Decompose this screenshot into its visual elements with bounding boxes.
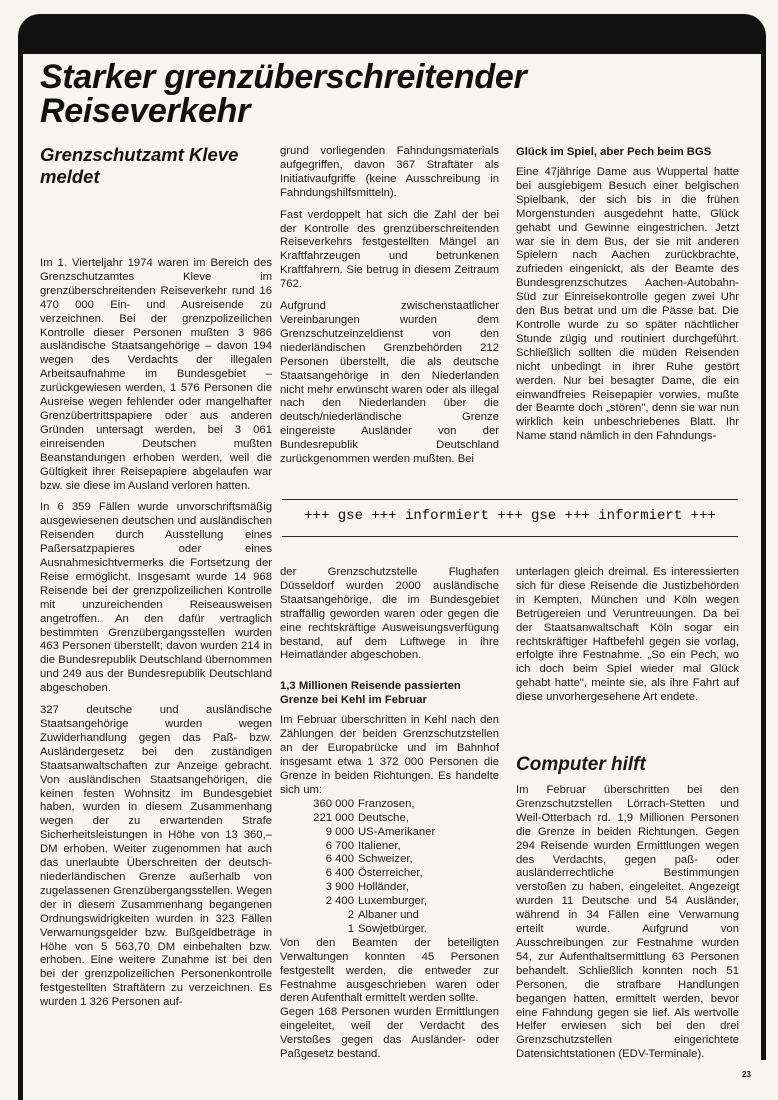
list-item: 6 400 Schweizer, [325, 853, 413, 866]
paragraph: grund vorliegenden Fahndungsmaterials aufgegriffen, davon 367 Straftäter als Initiativaufgriffe (keine Ausschreibung in Fahndungshilfsmitteln). [280, 145, 499, 199]
paragraph: Im Februar überschritten in Kehl nach den Zählungen der beiden Grenzschutzstellen an der Europabrücke und im Bahnhof insgesamt etwa 1 372 000 Personen die Grenze in beiden Richtungen. Es handelte sich um: [280, 714, 499, 796]
paragraph: Im Februar überschritten bei den Grenzschutzstellen Lörrach-Stetten und Weil-Otterbach rd. 1,9 Millionen Personen die Grenze in beiden Richtungen. Gegen 294 Reisende wurden Ermittlungen wegen des Verdachts, gegen paß- oder ausländerrechtliche Bestimmungen verstoßen zu haben, eingeleitet. Angezeigt wurden 11 Deutsche und 54 Ausländer, während in 34 Fällen eine Verwarnung erteilt wurde. Aufgrund von Ausschreibungen zur Festnahme wurden 54, zur Aufenthaltsermittlung 63 Personen behandelt. Schließlich konnten noch 51 Personen, die strafbare Handlungen begangen hatten, ermittelt werden, bevor eine Fahndung gegen sie lief. Als wertvolle Helfer erwiesen sich bei den drei Grenzschutzstellen eingerichtete Datensichtstationen (EDV-Terminale). [516, 784, 739, 1061]
column-3 [516, 145, 739, 444]
paragraph: 327 deutsche und ausländische Staatsangehörige wurden wegen Zuwiderhandlung gegen das Paß- bzw. Ausländergesetz bei den zuständigen Staatsanwaltschaften zur Anzeige gebracht. Von ausländischen Staatsangehörigen, die keinen festen Wohnsitz im Bundesgebiet haben, wurden in diesem Zusammenhang wegen der zu erwartenden Strafe Sicherheitsleistungen in Höhe von 13 360,– DM erhoben. Weiter zugenommen hat auch das unerlaubte Überschreiten der deutsch-niederländischen Grenze außerhalb von zugelassenen Grenzübergangsstellen. Wegen der in diesem Zusammenhang begangenen Ordnungswidrigkeiten wurden in 323 Fällen Verwarnungsgelder bzw. Bußgeldbeträge in Höhe von 5 563,70 DM einbehalten bzw. erhoben. Eine weitere Zunahme ist bei den bei der grenzpolizeilichen Personenkontrolle festgestellten Straftätern zu verzeichnen. Es wurden 1 326 Personen auf- [40, 704, 272, 1009]
page-number: 23 [742, 1070, 751, 1079]
paragraph: Im 1. Vierteljahr 1974 waren im Bereich des Grenzschutzamtes Kleve im grenzüberschreitenden Reiseverkehr rund 16 470 000 Ein- und Ausreisende zu verzeichnen. Bei der grenzpolizeilichen Kontrolle dieser Personen mußten 3 986 ausländische Staatsangehörige – davon 194 wegen des Verdachts der illegalen Arbeitsaufnahme im Bundesgebiet – zurückgewiesen werden, 1 576 Personen die Ausreise wegen fehlender oder mangelhafter Grenzübertrittspapiere oder aus anderen Gründen untersagt werden, bei 3 061 einreisenden Deutschen mußten Beanstandungen erhoben werden, weil die Gültigkeit ihrer Reisepapiere abgelaufen war bzw. sie diese im Ausland verloren hatten. [40, 257, 272, 492]
article-subtitle: Grenzschutzamt Kleve meldet [40, 144, 239, 187]
column-2 [280, 145, 499, 467]
list-item: 6 400 Österreicher, [325, 867, 423, 880]
list-item: 2 400 Luxemburger, [325, 895, 428, 908]
article-title: Starker grenzüberschreitender Reiseverkehr [40, 58, 527, 130]
section-heading: Computer hilft [516, 754, 646, 775]
left-border-rule [18, 40, 23, 1100]
list-item: 2 Albaner und [347, 909, 419, 922]
banner-rule-top [282, 499, 738, 500]
list-item: 1 Sowjetbürger. [347, 922, 428, 935]
section-heading: Glück im Spiel, aber Pech beim BGS [516, 146, 712, 158]
list-item: 221 000 Deutsche, [313, 811, 409, 824]
right-border-rule [761, 40, 766, 1060]
paragraph: Aufgrund zwischenstaatlicher Vereinbarungen wurden dem Grenzschutzeinzeldienst von den niederländischen Grenzbehörden 212 Personen überstellt, die als deutsche Staatsangehörige in den Niederlanden nicht mehr erwünscht waren oder als illegal nach den Niederlanden über die deutsch/niederländische Grenze eingereiste Ausländer von der Bundesrepublik Deutschland zurückgenommen werden mußten. Bei [280, 300, 499, 466]
paragraph: unterlagen gleich dreimal. Es interessierten sich für diese Reisende die Justizbehörden in Kempten, München und Köln wegen Betrügereien und Veruntreuungen. Da bei der Staatsanwaltschaft Köln sogar ein rechtskräftiger Haftbefehl gegen sie vorlag, erfolgte ihre Festnahme. „So ein Pech, wo ich doch beim Spiel wieder mal Glück gehabt hatte", meinte sie, als ihre Fahrt auf diese unvorhergesehene Art endete. [516, 566, 739, 704]
paragraph: Gegen 168 Personen wurden Ermittlungen eingeleitet, weil der Verdacht des Verstoßes gegen das Ausländer- oder Paßgesetz bestand. [280, 1006, 499, 1061]
list-item: 9 000 US-Amerikaner [325, 825, 436, 838]
list-item: 360 000 Franzosen, [313, 797, 415, 810]
section-heading: 1,3 Millionen Reisende passierten Grenze bei Kehl im Februar [280, 680, 461, 707]
list-item: 3 900 Holländer, [325, 881, 409, 894]
paragraph: Fast verdoppelt hat sich die Zahl der bei der Kontrolle des grenzüberschreitenden Reiseverkehrs festgestellten Mängel an Kraftfahrzeugen und betrunkenen Kraftfahrern. Sie betrug in diesem Zeitraum 762. [280, 208, 499, 291]
column-3-lower [516, 566, 739, 705]
info-banner: +++ gse +++ informiert +++ gse +++ informiert +++ [304, 508, 716, 524]
paragraph: Von den Beamten der beteiligten Verwaltungen konnten 45 Personen festgestellt werden, die entweder zur Festnahme ausgeschrieben waren oder deren Aufenthalt ermittelt werden sollte. [280, 936, 499, 1005]
header-bar [18, 14, 766, 54]
column-1 [40, 257, 272, 1010]
column-2-lower [280, 566, 499, 1062]
nationality-list [280, 798, 499, 937]
paragraph: Eine 47jährige Dame aus Wuppertal hatte bei ausgiebigem Besuch einer belgischen Spielbank, der sich bis in die frühen Morgenstunden ausgedehnt hatte, Glück gehabt und Gewinne eingestrichen. Jetzt war sie in dem Bus, der sie mit anderen Spielern nach Aachen zurückbrachte, zufrieden eingenickt, als der Beamte des Bundesgrenzschutzes Aachen-Autobahn-Süd zur Einreisekontrolle gegen zwei Uhr den Bus betrat und um die Pässe bat. Die Kontrolle wurde zu so später nächtlicher Stunde zügig und routiniert durchgeführt. Schließlich sollten die müden Reisenden nicht unbedingt in ihrer Ruhe gestört werden. Nur bei besagter Dame, die ein einwandfreies Reisepapier vorwies, mußte der Beamte doch „stören", denn sie war nun wirklich kein unbeschriebenes Blatt. Ihr Name stand nämlich in den Fahndungs- [516, 166, 739, 443]
list-item: 6 700 Italiener, [325, 839, 401, 852]
banner-rule-bottom [282, 536, 738, 537]
column-3-computer-section [516, 754, 739, 1062]
paragraph: der Grenzschutzstelle Flughafen Düsseldorf wurden 2000 ausländische Staatsangehörige, die im Bundesgebiet straffällig geworden waren oder gegen die eine rechtskräftige Ausweisungsverfügung bestand, auf dem Luftwege in ihre Heimatländer abgeschoben. [280, 566, 499, 662]
paragraph: In 6 359 Fällen wurde unvorschriftsmäßig ausgewiesenen deutschen und ausländischen Reisenden durch Ausstellung eines Paßersatzpapieres oder eines Ausnahmesichtvermerks die Fortsetzung der Reise ermöglicht. Insgesamt wurde 14 968 Reisende bei der grenzpolizeilichen Kontrolle mit unzureichenden Reiseausweisen angetroffen. An den dafür vertraglich bestimmten Grenzübergangsstellen wurden 463 Personen überstellt; davon wurden 214 in die Bundesrepublik Deutschland übernommen und 249 aus der Bundesrepublik Deutschland abgeschoben. [40, 501, 272, 695]
